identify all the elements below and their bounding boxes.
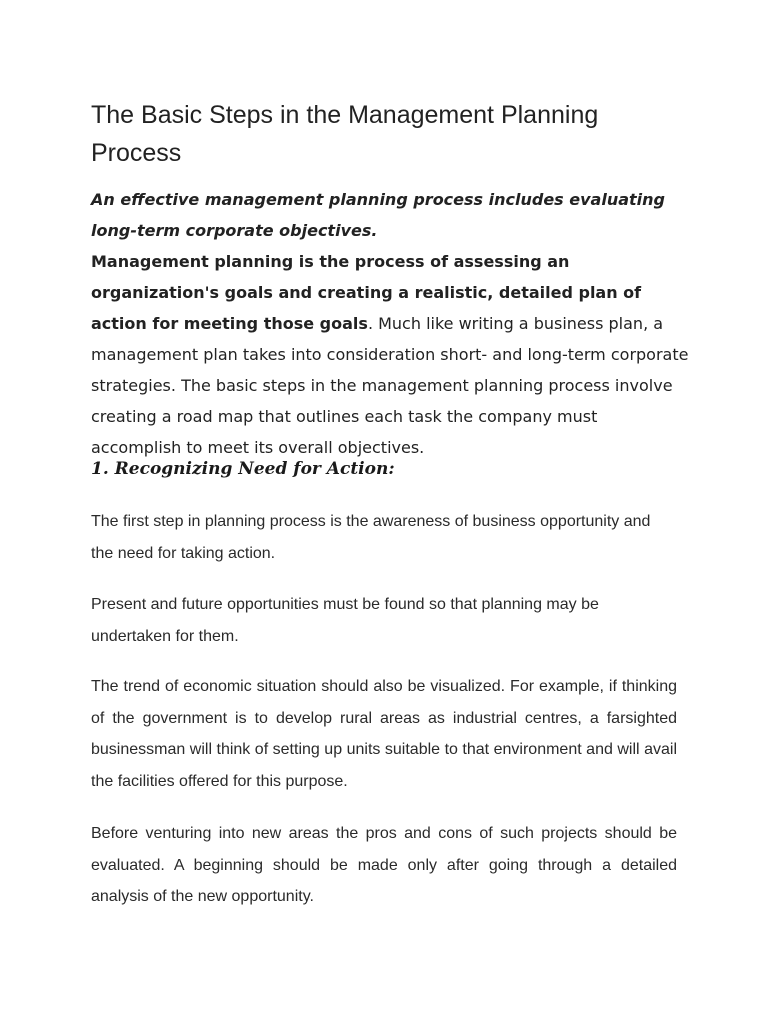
intro-lead-italic: An effective management planning process includes evaluating long-term corporate objectives.: [91, 190, 665, 240]
body-paragraph-3: The trend of economic situation should also be visualized. For example, if thinking of the government is to develop rural areas as industrial centres, a farsighted businessman will think of setting up units suitable to that environment and will avail the facilities offered for this purpose.: [91, 678, 677, 790]
intro-paragraph: [91, 184, 691, 463]
section-heading: 1. Recognizing Need for Action:: [91, 459, 395, 479]
body-paragraph-2: Present and future opportunities must be found so that planning may be undertaken for them.: [91, 596, 599, 645]
body-paragraph-4: Before venturing into new areas the pros and cons of such projects should be evaluated. A beginning should be made only after going through a detailed analysis of the new opportunity.: [91, 825, 677, 905]
page-title: The Basic Steps in the Management Planning Process: [91, 101, 599, 167]
intro-rest-text: . Much like writing a business plan, a management plan takes into consideration short- and long-term corporate strategies. The basic steps in the management planning process involve creating a road map that outlines each task the company must accomplish to meet its overall objectives.: [91, 314, 689, 457]
body-paragraph-1: The first step in planning process is the awareness of business opportunity and the need for taking action.: [91, 513, 651, 562]
intro-bold-definition: Management planning is the process of assessing an organization's goals and creating a realistic, detailed plan of action for meeting those goals: [91, 252, 642, 333]
